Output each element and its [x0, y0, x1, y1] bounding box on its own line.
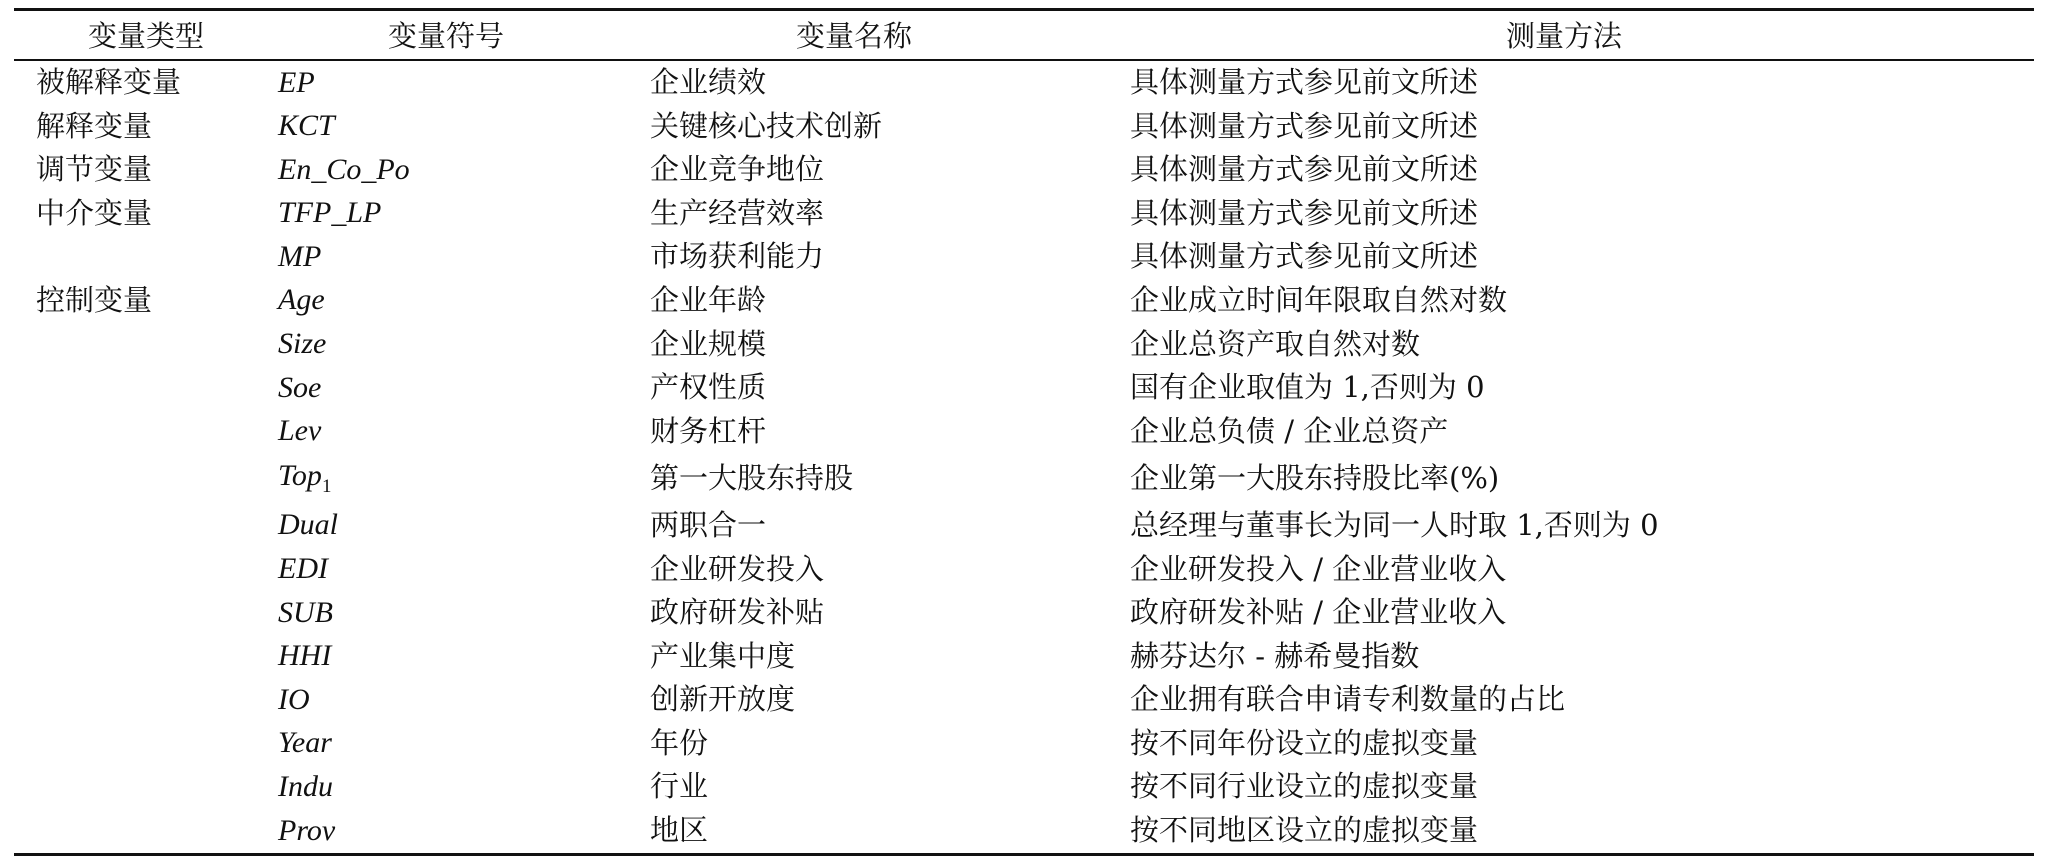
table-row — [14, 809, 2034, 855]
cell-variable-name: 企业竞争地位 — [650, 152, 825, 187]
table-row — [14, 192, 2034, 236]
cell-measurement-method: 总经理与董事长为同一人时取 1,否则为 0 — [1130, 507, 1659, 542]
cell-measurement-method: 按不同年份设立的虚拟变量 — [1130, 725, 1479, 760]
table-row — [14, 409, 2034, 453]
cell-measurement-method: 具体测量方式参见前文所述 — [1130, 65, 1479, 99]
cell-measurement-method: 按不同行业设立的虚拟变量 — [1130, 769, 1479, 804]
table-row — [14, 105, 2034, 149]
cell-variable-name: 地区 — [614, 809, 1094, 855]
cell-variable-type — [14, 678, 278, 722]
cell-variable-symbol: IO — [278, 682, 310, 716]
cell-variable-name: 关键核心技术创新 — [650, 108, 883, 143]
cell-variable-symbol: Year — [278, 726, 332, 760]
table-row — [14, 634, 2034, 678]
cell-variable-symbol: MP — [278, 239, 322, 273]
header-variable-symbol: 变量符号 — [278, 10, 614, 60]
cell-variable-type: 中介变量 — [36, 195, 153, 230]
cell-variable-type — [14, 634, 278, 678]
cell-variable-symbol: Size — [278, 327, 327, 360]
table-row — [14, 60, 2034, 105]
cell-measurement-method: 企业总资产取自然对数 — [1130, 326, 1421, 361]
cell-variable-symbol: TFP_LP — [278, 196, 382, 230]
cell-variable-symbol: EDI — [278, 552, 328, 585]
cell-measurement-method: 企业拥有联合申请专利数量的占比 — [1130, 682, 1566, 717]
cell-variable-name: 财务杠杆 — [650, 413, 767, 448]
variable-definition-table — [14, 8, 2034, 856]
cell-measurement-method: 企业总负债 / 企业总资产 — [1130, 413, 1449, 448]
cell-measurement-method: 企业第一大股东持股比率(%) — [1130, 460, 1500, 495]
cell-variable-symbol: KCT — [278, 109, 335, 143]
table-row — [14, 678, 2034, 722]
cell-variable-name: 企业绩效 — [650, 65, 767, 99]
cell-variable-symbol: EP — [278, 65, 315, 99]
cell-variable-type — [14, 591, 278, 635]
cell-variable-type — [14, 409, 278, 453]
cell-variable-type — [14, 765, 278, 809]
cell-variable-symbol: Lev — [278, 414, 322, 448]
cell-measurement-method: 企业研发投入 / 企业营业收入 — [1130, 551, 1507, 586]
cell-variable-name: 产业集中度 — [650, 638, 796, 673]
cell-measurement-method: 政府研发补贴 / 企业营业收入 — [1130, 595, 1507, 630]
cell-variable-name: 产权性质 — [650, 370, 767, 405]
cell-variable-symbol: En_Co_Po — [278, 152, 410, 186]
table-row — [14, 504, 2034, 548]
cell-variable-type — [14, 235, 278, 279]
cell-variable-type — [14, 721, 278, 765]
cell-measurement-method: 具体测量方式参见前文所述 — [1130, 108, 1479, 143]
table-row — [14, 721, 2034, 765]
cell-variable-symbol — [278, 453, 614, 504]
cell-variable-symbol: SUB — [278, 595, 333, 629]
table-header — [14, 10, 2034, 60]
symbol-base: Top — [278, 458, 322, 492]
cell-measurement-method: 具体测量方式参见前文所述 — [1130, 239, 1479, 274]
table-row — [14, 279, 2034, 323]
cell-variable-type — [14, 809, 278, 855]
cell-variable-type — [14, 547, 278, 591]
cell-variable-type: 控制变量 — [36, 282, 153, 317]
header-row — [14, 10, 2034, 60]
cell-measurement-method: 按不同地区设立的虚拟变量 — [1094, 809, 2034, 855]
table-row — [14, 453, 2034, 504]
cell-variable-type: 被解释变量 — [36, 65, 182, 99]
table-body — [14, 60, 2034, 855]
cell-measurement-method: 赫芬达尔 - 赫希曼指数 — [1130, 638, 1420, 673]
cell-variable-name: 两职合一 — [650, 507, 767, 542]
table-row — [14, 765, 2034, 809]
cell-variable-type — [14, 453, 278, 504]
cell-variable-name: 生产经营效率 — [650, 195, 825, 230]
table-row — [14, 148, 2034, 192]
table-row — [14, 235, 2034, 279]
cell-variable-type: 解释变量 — [36, 108, 153, 143]
symbol-subscript: 1 — [321, 475, 332, 497]
header-measurement-method: 测量方法 — [1094, 10, 2034, 60]
cell-variable-type — [14, 504, 278, 548]
cell-variable-type: 调节变量 — [36, 152, 153, 187]
header-variable-name: 变量名称 — [614, 10, 1094, 60]
cell-variable-name: 企业规模 — [650, 326, 767, 361]
table-row — [14, 366, 2034, 410]
cell-variable-name: 市场获利能力 — [650, 239, 825, 274]
table-row — [14, 322, 2034, 366]
cell-variable-name: 政府研发补贴 — [650, 595, 825, 630]
cell-measurement-method: 具体测量方式参见前文所述 — [1130, 195, 1479, 230]
cell-variable-symbol: Dual — [278, 508, 338, 542]
table-row — [14, 591, 2034, 635]
cell-measurement-method: 国有企业取值为 1,否则为 0 — [1130, 370, 1485, 405]
cell-variable-name: 企业研发投入 — [650, 551, 825, 586]
cell-variable-name: 企业年龄 — [650, 282, 767, 317]
cell-variable-symbol: HHI — [278, 639, 332, 673]
cell-variable-symbol: Prov — [278, 809, 614, 855]
cell-variable-name: 第一大股东持股 — [650, 460, 854, 495]
cell-variable-name: 年份 — [650, 725, 709, 760]
cell-variable-symbol: Soe — [278, 370, 322, 404]
cell-variable-type — [14, 322, 278, 366]
header-variable-type: 变量类型 — [14, 10, 278, 60]
cell-measurement-method: 企业成立时间年限取自然对数 — [1130, 282, 1508, 317]
variable-definition-table-container — [14, 8, 2034, 856]
cell-variable-name: 创新开放度 — [650, 682, 796, 717]
cell-measurement-method: 具体测量方式参见前文所述 — [1130, 152, 1479, 187]
cell-variable-name: 行业 — [650, 769, 709, 804]
table-row — [14, 547, 2034, 591]
cell-variable-symbol: Age — [278, 283, 325, 317]
cell-variable-type — [14, 366, 278, 410]
cell-variable-symbol: Indu — [278, 769, 333, 803]
